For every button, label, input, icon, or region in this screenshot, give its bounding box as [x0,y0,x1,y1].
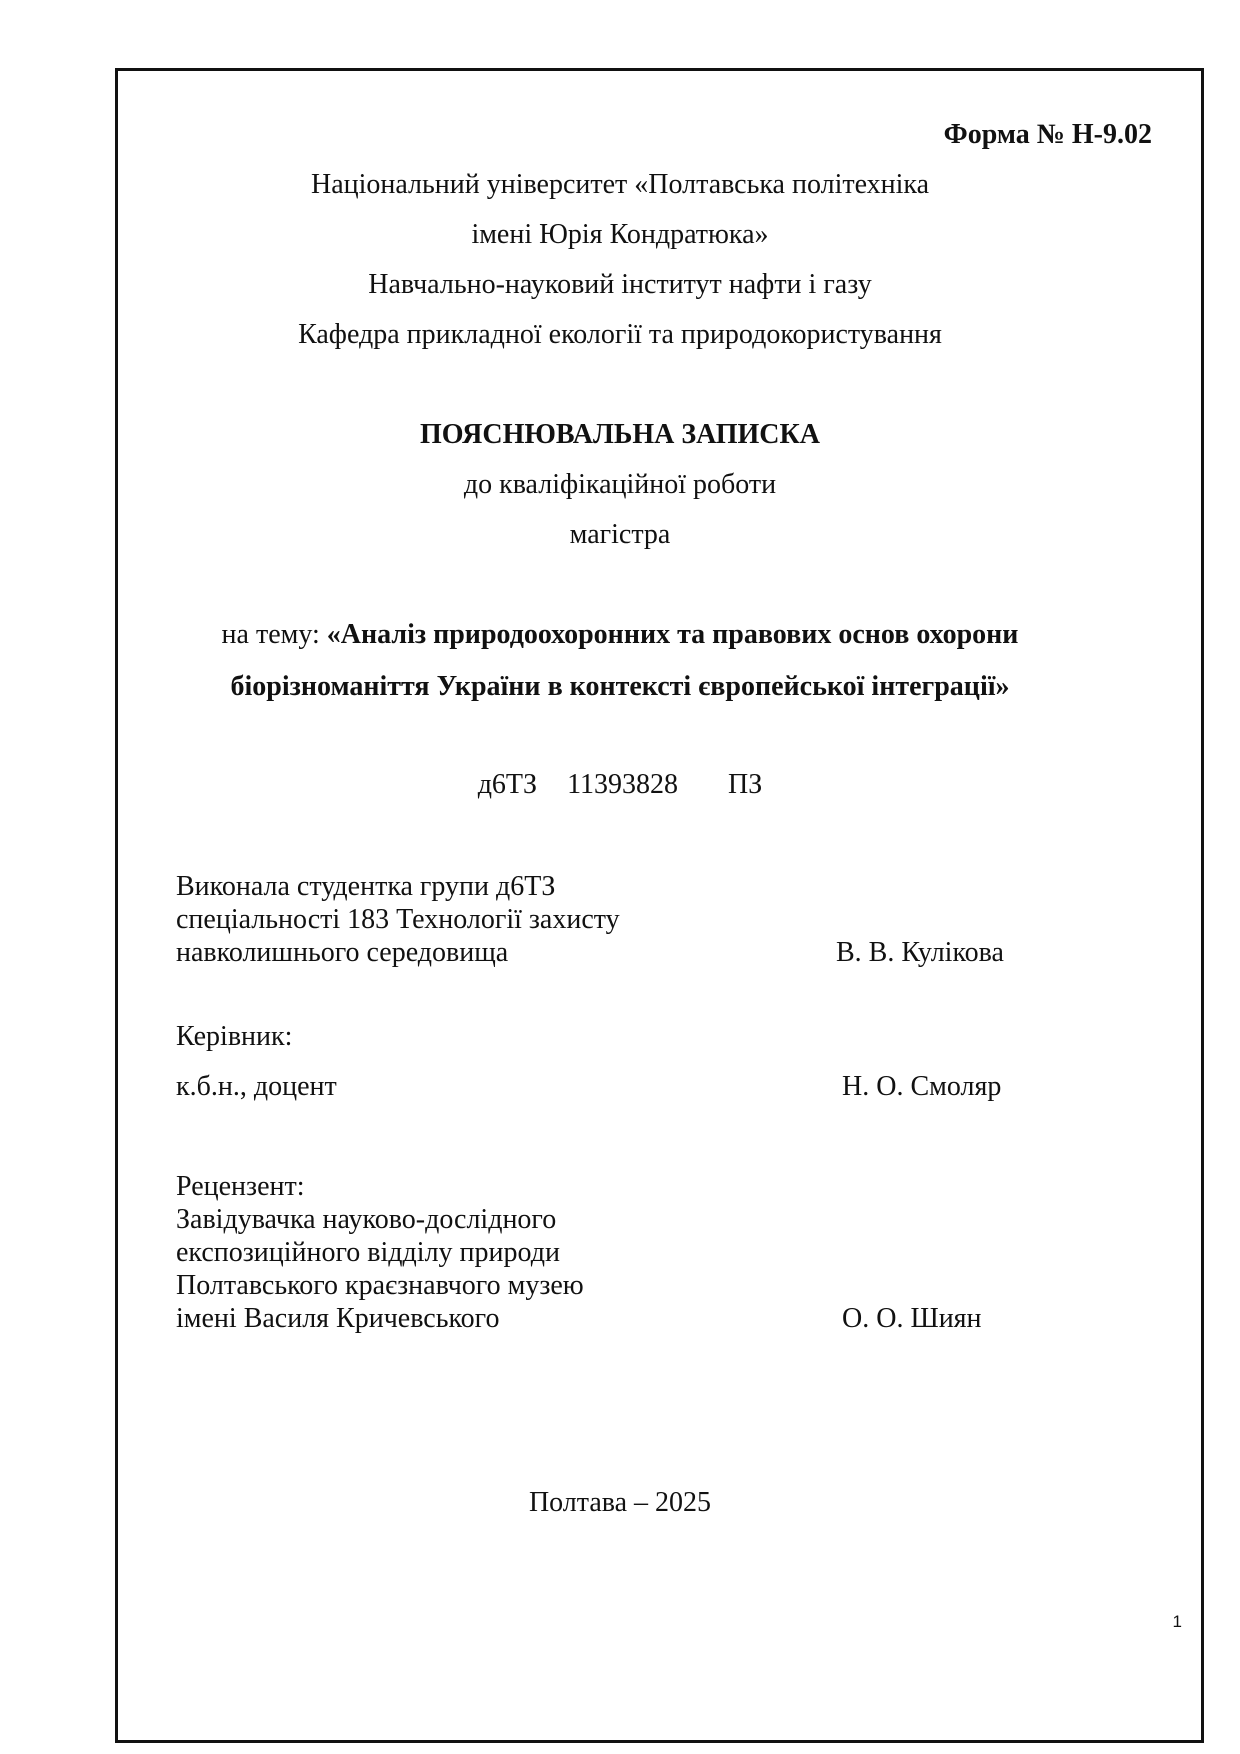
student-line-2: спеціальності 183 Технології захисту [176,904,620,935]
topic-title-part-1: «Аналіз природоохоронних та правових основ охорони [326,619,1019,650]
form-number: Форма № Н-9.02 [943,119,1152,150]
reviewer-line-3: Полтавського краєзнавчого музею [176,1270,584,1301]
institute-name: Навчально-науковий інститут нафти і газу [368,269,872,300]
code-number: 11393828 [567,769,679,800]
topic-line-2: біорізноманіття України в контексті європейської інтеграції» [230,671,1010,702]
student-name: В. В. Кулікова [836,937,1004,968]
document-subtitle-2: магістра [569,519,671,550]
page-number: 1 [1172,1612,1182,1631]
university-line-2: імені Юрія Кондратюка» [471,219,769,250]
supervisor-degree: к.б.н., доцент [176,1071,337,1102]
document-title: ПОЯСНЮВАЛЬНА ЗАПИСКА [419,419,821,450]
supervisor-label: Керівник: [176,1021,293,1052]
student-line-1: Виконала студентка групи д6ТЗ [176,871,556,902]
department-name: Кафедра прикладної екології та природокористування [298,319,942,350]
document-code [0,768,1240,802]
student-line-3: навколишнього середовища [176,937,509,968]
reviewer-line-1: Завідувачка науково-дослідного [176,1204,557,1235]
reviewer-line-4: імені Василя Кричевського [176,1303,500,1334]
code-group: д6ТЗ [477,769,538,800]
reviewer-line-2: експозиційного відділу природи [176,1237,560,1268]
topic-line-1 [0,618,1240,652]
reviewer-label: Рецензент: [176,1171,305,1202]
topic-prefix: на тему: [221,619,327,650]
code-suffix: ПЗ [728,769,763,800]
supervisor-name: Н. О. Смоляр [842,1071,1002,1102]
city-year: Полтава – 2025 [528,1487,712,1518]
document-subtitle-1: до кваліфікаційної роботи [463,469,777,500]
reviewer-name: О. О. Шиян [842,1303,982,1334]
university-line-1: Національний університет «Полтавська політехніка [310,169,930,200]
